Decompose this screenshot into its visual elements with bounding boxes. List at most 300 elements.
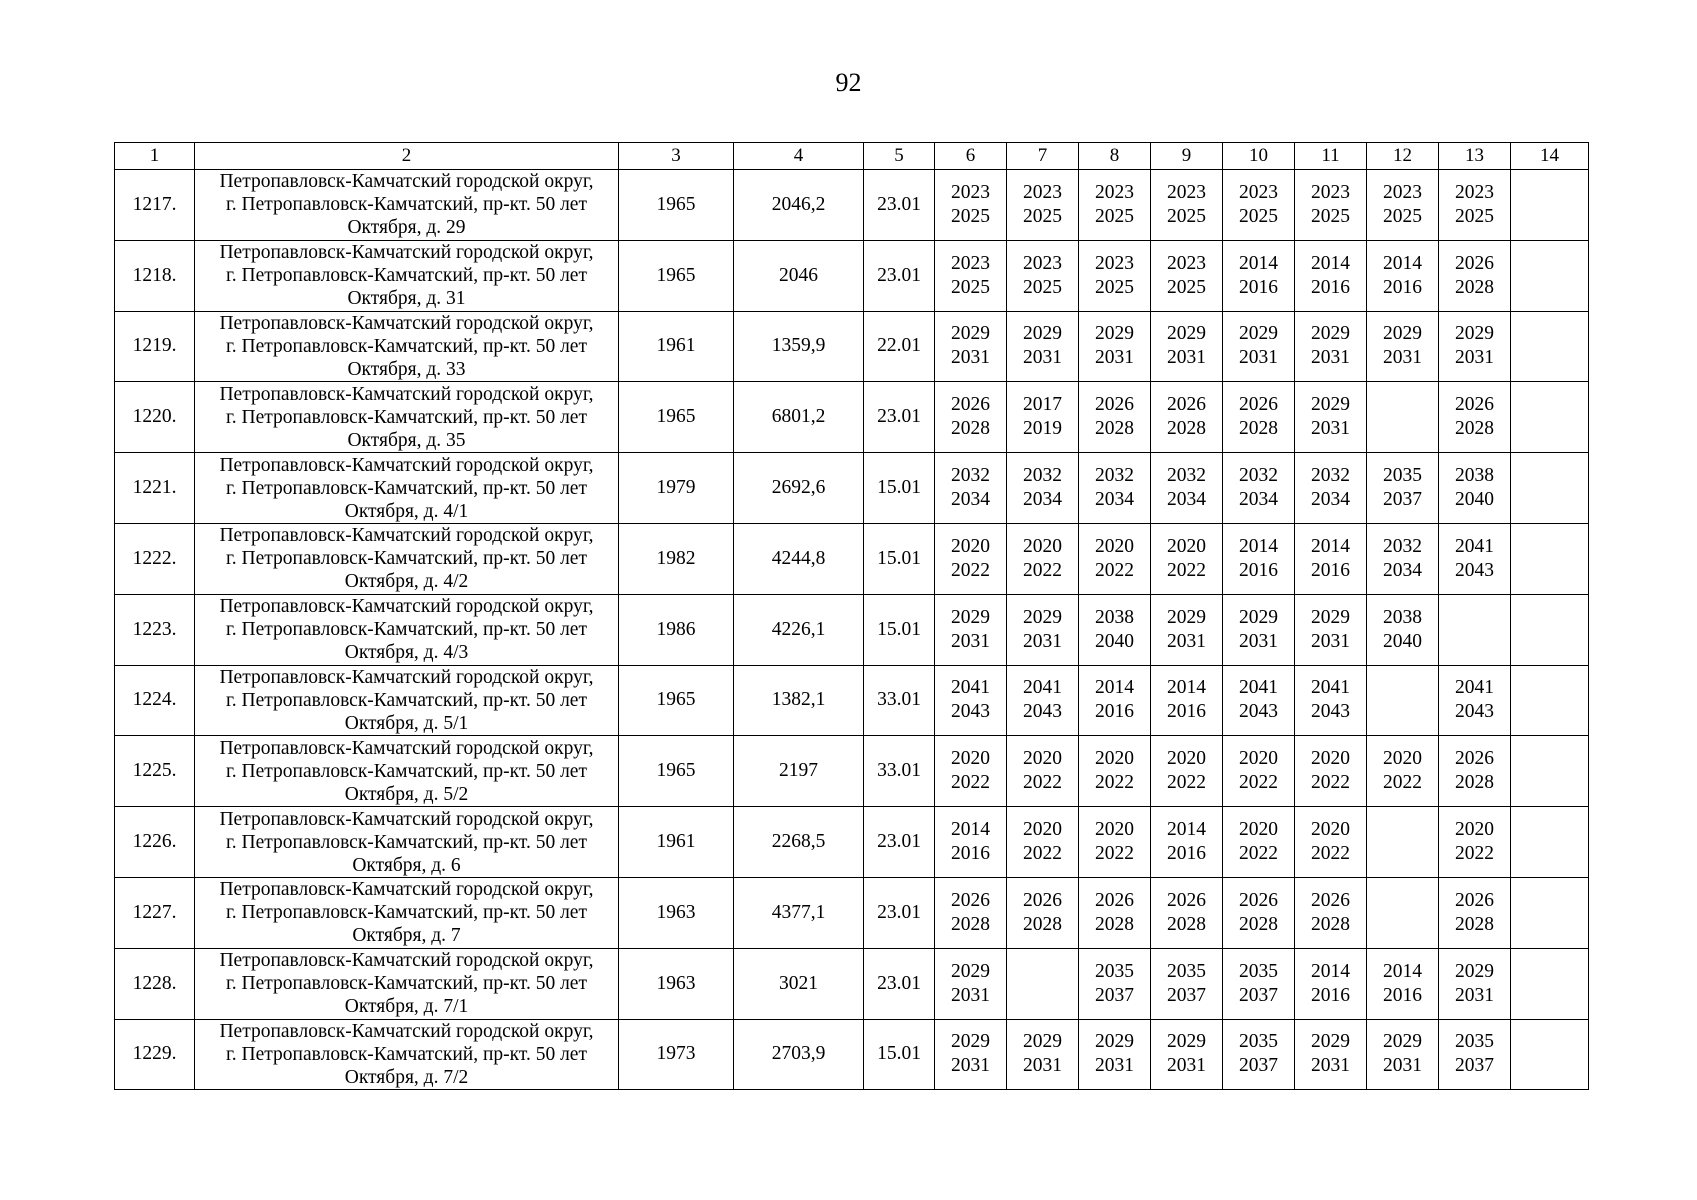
period-cell [1079, 948, 1151, 1019]
table-row [115, 311, 1589, 382]
period-start: 2029 [1383, 1031, 1422, 1053]
period-start: 2014 [1239, 535, 1278, 557]
area-cell: 3021 [734, 948, 864, 1019]
period-end: 2031 [1455, 984, 1494, 1006]
period-start: 2014 [1167, 677, 1206, 699]
build-year-cell: 1963 [619, 877, 734, 948]
code-cell: 23.01 [864, 170, 935, 241]
area-cell: 2046,2 [734, 170, 864, 241]
address-line: г. Петропавловск-Камчатский, пр-кт. 50 лет [226, 619, 587, 641]
period-end: 2034 [1023, 489, 1062, 511]
period-end: 2043 [1239, 701, 1278, 723]
period-end: 2025 [1023, 276, 1062, 298]
period-end: 2031 [1383, 347, 1422, 369]
period-end: 2028 [1023, 913, 1062, 935]
area-cell: 2046 [734, 240, 864, 311]
period-end: 2031 [951, 1055, 990, 1077]
period-cell [1223, 170, 1295, 241]
period-end: 2031 [1095, 347, 1134, 369]
address-cell [195, 877, 619, 948]
build-year-cell: 1961 [619, 311, 734, 382]
period-end: 2025 [1311, 205, 1350, 227]
period-cell [1007, 948, 1079, 1019]
column-14-cell [1511, 807, 1589, 878]
period-end: 2016 [1239, 559, 1278, 581]
period-end: 2025 [1167, 205, 1206, 227]
address-line: Октября, д. 4/3 [344, 642, 469, 664]
period-start: 2041 [1311, 677, 1350, 699]
address-line: г. Петропавловск-Камчатский, пр-кт. 50 лет [226, 194, 587, 216]
row-number-cell: 1228. [115, 948, 195, 1019]
period-cell [1007, 594, 1079, 665]
code-cell: 22.01 [864, 311, 935, 382]
period-end: 2037 [1167, 984, 1206, 1006]
period-end: 2016 [1095, 701, 1134, 723]
address-line: Петропавловск-Камчатский городской округ, [219, 666, 594, 688]
address-cell [195, 382, 619, 453]
period-start: 2029 [1455, 960, 1494, 982]
period-cell [1079, 240, 1151, 311]
period-start: 2032 [1095, 465, 1134, 487]
period-end: 2031 [1023, 630, 1062, 652]
period-start: 2041 [1455, 677, 1494, 699]
period-start: 2032 [1311, 465, 1350, 487]
code-cell: 23.01 [864, 807, 935, 878]
period-cell [1079, 665, 1151, 736]
period-end: 2031 [1311, 630, 1350, 652]
period-cell [1007, 877, 1079, 948]
build-year-cell: 1963 [619, 948, 734, 1019]
period-start: 2023 [1455, 181, 1494, 203]
period-cell [1367, 1019, 1439, 1090]
address-cell [195, 523, 619, 594]
period-cell [935, 453, 1007, 524]
period-cell [1367, 594, 1439, 665]
period-cell [1439, 736, 1511, 807]
period-cell [1295, 1019, 1367, 1090]
period-start: 2026 [951, 394, 990, 416]
period-end: 2022 [1239, 772, 1278, 794]
period-cell [1223, 665, 1295, 736]
period-cell [1007, 382, 1079, 453]
code-cell: 23.01 [864, 948, 935, 1019]
period-end: 2016 [1311, 984, 1350, 1006]
column-14-cell [1511, 877, 1589, 948]
period-cell [1223, 877, 1295, 948]
row-number-cell: 1222. [115, 523, 195, 594]
column-header: 11 [1295, 143, 1367, 170]
period-end: 2040 [1455, 489, 1494, 511]
address-line: Октября, д. 5/1 [344, 712, 469, 734]
address-line: Октября, д. 6 [352, 854, 461, 876]
address-line: Петропавловск-Камчатский городской округ, [219, 312, 594, 334]
row-number-cell: 1217. [115, 170, 195, 241]
column-14-cell [1511, 948, 1589, 1019]
period-end: 2016 [1239, 276, 1278, 298]
period-end: 2022 [1311, 772, 1350, 794]
table-row [115, 453, 1589, 524]
table-row [115, 240, 1589, 311]
period-start: 2026 [1095, 889, 1134, 911]
period-cell [1439, 170, 1511, 241]
period-end: 2037 [1095, 984, 1134, 1006]
column-header: 3 [619, 143, 734, 170]
period-end: 2031 [1167, 630, 1206, 652]
address-cell [195, 170, 619, 241]
column-header: 2 [195, 143, 619, 170]
period-start: 2029 [1095, 1031, 1134, 1053]
build-year-cell: 1982 [619, 523, 734, 594]
period-start: 2029 [951, 323, 990, 345]
address-line: Октября, д. 33 [347, 358, 466, 380]
period-end: 2037 [1239, 984, 1278, 1006]
period-start: 2023 [1167, 252, 1206, 274]
period-cell [1151, 382, 1223, 453]
period-end: 2031 [1455, 347, 1494, 369]
period-end: 2028 [951, 418, 990, 440]
period-cell [1079, 453, 1151, 524]
period-cell [1151, 948, 1223, 1019]
period-cell [1439, 382, 1511, 453]
period-cell [1439, 877, 1511, 948]
code-cell: 15.01 [864, 453, 935, 524]
period-start: 2041 [1455, 535, 1494, 557]
column-header: 14 [1511, 143, 1589, 170]
address-line: Петропавловск-Камчатский городской округ, [219, 383, 594, 405]
period-end: 2028 [1455, 913, 1494, 935]
period-end: 2016 [1383, 984, 1422, 1006]
period-cell [935, 1019, 1007, 1090]
period-cell [1223, 948, 1295, 1019]
period-cell [1151, 594, 1223, 665]
address-line: Петропавловск-Камчатский городской округ, [219, 242, 594, 264]
period-end: 2016 [1383, 276, 1422, 298]
row-number-cell: 1223. [115, 594, 195, 665]
period-start: 2032 [1383, 535, 1422, 557]
table-row [115, 523, 1589, 594]
address-line: Октября, д. 4/2 [344, 571, 469, 593]
code-cell: 23.01 [864, 877, 935, 948]
period-end: 2037 [1383, 489, 1422, 511]
address-line: Октября, д. 7 [352, 925, 461, 947]
period-start: 2038 [1095, 606, 1134, 628]
period-end: 2022 [1455, 843, 1494, 865]
period-end: 2025 [1095, 205, 1134, 227]
period-end: 2028 [1167, 913, 1206, 935]
address-line: Петропавловск-Камчатский городской округ, [219, 808, 594, 830]
period-start: 2014 [1239, 252, 1278, 274]
column-14-cell [1511, 1019, 1589, 1090]
period-start: 2020 [1383, 748, 1422, 770]
period-end: 2031 [1383, 1055, 1422, 1077]
period-cell [935, 382, 1007, 453]
period-start: 2035 [1383, 465, 1422, 487]
address-line: г. Петропавловск-Камчатский, пр-кт. 50 лет [226, 406, 587, 428]
period-start: 2041 [1239, 677, 1278, 699]
period-end: 2025 [951, 205, 990, 227]
period-end: 2016 [1167, 701, 1206, 723]
period-end: 2031 [1311, 1055, 1350, 1077]
column-14-cell [1511, 382, 1589, 453]
address-line: г. Петропавловск-Камчатский, пр-кт. 50 лет [226, 1043, 587, 1065]
address-line: г. Петропавловск-Камчатский, пр-кт. 50 лет [226, 335, 587, 357]
period-cell [1079, 523, 1151, 594]
area-cell: 4226,1 [734, 594, 864, 665]
period-cell [935, 523, 1007, 594]
table-row [115, 1019, 1589, 1090]
period-end: 2043 [951, 701, 990, 723]
address-line: г. Петропавловск-Камчатский, пр-кт. 50 лет [226, 689, 587, 711]
address-line: Октября, д. 5/2 [344, 783, 469, 805]
period-start: 2029 [1167, 1031, 1206, 1053]
period-start: 2020 [1239, 819, 1278, 841]
period-start: 2029 [1239, 606, 1278, 628]
period-end: 2022 [951, 559, 990, 581]
period-start: 2023 [1095, 252, 1134, 274]
table-row [115, 594, 1589, 665]
address-line: г. Петропавловск-Камчатский, пр-кт. 50 лет [226, 760, 587, 782]
period-start: 2035 [1239, 960, 1278, 982]
period-end: 2028 [1239, 913, 1278, 935]
period-end: 2022 [1023, 772, 1062, 794]
period-cell [1079, 1019, 1151, 1090]
period-cell [1079, 877, 1151, 948]
row-number-cell: 1225. [115, 736, 195, 807]
period-end: 2031 [1311, 418, 1350, 440]
area-cell: 1382,1 [734, 665, 864, 736]
period-cell [1223, 311, 1295, 382]
period-end: 2016 [1167, 843, 1206, 865]
period-start: 2029 [1311, 323, 1350, 345]
area-cell: 2268,5 [734, 807, 864, 878]
period-end: 2031 [1095, 1055, 1134, 1077]
address-line: Петропавловск-Камчатский городской округ, [219, 525, 594, 547]
period-start: 2041 [951, 677, 990, 699]
period-cell [1151, 523, 1223, 594]
table-row [115, 877, 1589, 948]
period-end: 2016 [951, 843, 990, 865]
period-end: 2028 [1455, 772, 1494, 794]
period-cell [1079, 807, 1151, 878]
period-end: 2025 [1095, 276, 1134, 298]
period-start: 2029 [1167, 606, 1206, 628]
period-start: 2041 [1023, 677, 1062, 699]
period-end: 2022 [1383, 772, 1422, 794]
period-end: 2031 [1239, 630, 1278, 652]
row-number-cell: 1229. [115, 1019, 195, 1090]
code-cell: 23.01 [864, 382, 935, 453]
period-cell [1151, 453, 1223, 524]
area-cell: 2703,9 [734, 1019, 864, 1090]
period-end: 2016 [1311, 276, 1350, 298]
period-end: 2025 [1455, 205, 1494, 227]
address-cell [195, 594, 619, 665]
period-start: 2026 [1023, 889, 1062, 911]
code-cell: 33.01 [864, 665, 935, 736]
period-cell [1007, 311, 1079, 382]
code-cell: 15.01 [864, 1019, 935, 1090]
period-start: 2026 [1455, 252, 1494, 274]
period-start: 2032 [1023, 465, 1062, 487]
column-header: 9 [1151, 143, 1223, 170]
address-line: Петропавловск-Камчатский городской округ, [219, 950, 594, 972]
row-number-cell: 1218. [115, 240, 195, 311]
period-cell [935, 665, 1007, 736]
period-start: 2014 [1311, 252, 1350, 274]
period-start: 2023 [951, 252, 990, 274]
code-cell: 15.01 [864, 523, 935, 594]
period-cell [1439, 523, 1511, 594]
period-cell [935, 807, 1007, 878]
address-line: Октября, д. 35 [347, 429, 466, 451]
period-end: 2031 [1167, 347, 1206, 369]
period-start: 2029 [951, 960, 990, 982]
period-start: 2026 [1167, 394, 1206, 416]
period-start: 2014 [1383, 960, 1422, 982]
period-start: 2020 [1311, 748, 1350, 770]
period-end: 2028 [1167, 418, 1206, 440]
period-cell [1367, 807, 1439, 878]
period-end: 2043 [1455, 559, 1494, 581]
period-cell [1295, 523, 1367, 594]
period-cell [1367, 240, 1439, 311]
period-cell [1367, 665, 1439, 736]
period-cell [1439, 665, 1511, 736]
period-start: 2038 [1455, 465, 1494, 487]
period-cell [1223, 594, 1295, 665]
period-start: 2023 [1383, 181, 1422, 203]
period-start: 2032 [951, 465, 990, 487]
build-year-cell: 1965 [619, 736, 734, 807]
period-cell [935, 170, 1007, 241]
column-header: 10 [1223, 143, 1295, 170]
period-cell [1223, 240, 1295, 311]
period-end: 2022 [951, 772, 990, 794]
period-end: 2037 [1455, 1055, 1494, 1077]
period-cell [1295, 948, 1367, 1019]
column-header: 6 [935, 143, 1007, 170]
period-end: 2031 [1023, 1055, 1062, 1077]
housing-registry-table [114, 142, 1589, 1090]
period-cell [1007, 665, 1079, 736]
build-year-cell: 1965 [619, 665, 734, 736]
period-cell [1223, 1019, 1295, 1090]
period-start: 2020 [1167, 748, 1206, 770]
period-start: 2014 [1311, 535, 1350, 557]
area-cell: 2197 [734, 736, 864, 807]
period-start: 2014 [1167, 819, 1206, 841]
address-cell [195, 948, 619, 1019]
period-cell [1079, 170, 1151, 241]
period-start: 2029 [1239, 323, 1278, 345]
address-line: Петропавловск-Камчатский городской округ, [219, 737, 594, 759]
period-cell [1151, 877, 1223, 948]
period-cell [1439, 311, 1511, 382]
period-start: 2026 [951, 889, 990, 911]
period-start: 2038 [1383, 606, 1422, 628]
period-start: 2020 [1239, 748, 1278, 770]
table-row [115, 170, 1589, 241]
period-start: 2029 [1311, 606, 1350, 628]
period-cell [1295, 807, 1367, 878]
period-start: 2023 [1311, 181, 1350, 203]
period-start: 2020 [1023, 748, 1062, 770]
period-start: 2023 [1023, 181, 1062, 203]
period-cell [1295, 665, 1367, 736]
period-end: 2031 [1167, 1055, 1206, 1077]
period-cell [1439, 807, 1511, 878]
period-start: 2026 [1239, 394, 1278, 416]
period-end: 2031 [951, 984, 990, 1006]
period-cell [1439, 948, 1511, 1019]
period-start: 2014 [1383, 252, 1422, 274]
period-end: 2034 [951, 489, 990, 511]
address-cell [195, 453, 619, 524]
period-start: 2020 [1023, 535, 1062, 557]
period-cell [1151, 1019, 1223, 1090]
period-start: 2029 [1383, 323, 1422, 345]
period-end: 2025 [1239, 205, 1278, 227]
period-end: 2031 [951, 630, 990, 652]
period-cell [1367, 948, 1439, 1019]
period-end: 2022 [1239, 843, 1278, 865]
period-end: 2028 [951, 913, 990, 935]
period-start: 2029 [1167, 323, 1206, 345]
period-cell [1367, 523, 1439, 594]
period-start: 2014 [951, 819, 990, 841]
build-year-cell: 1979 [619, 453, 734, 524]
period-cell [1007, 1019, 1079, 1090]
period-start: 2029 [1095, 323, 1134, 345]
period-start: 2035 [1455, 1031, 1494, 1053]
address-line: г. Петропавловск-Камчатский, пр-кт. 50 лет [226, 902, 587, 924]
row-number-cell: 1227. [115, 877, 195, 948]
code-cell: 23.01 [864, 240, 935, 311]
address-line: г. Петропавловск-Камчатский, пр-кт. 50 лет [226, 831, 587, 853]
address-line: Октября, д. 31 [347, 288, 466, 310]
period-start: 2029 [951, 606, 990, 628]
period-start: 2026 [1455, 394, 1494, 416]
period-cell [1079, 736, 1151, 807]
period-start: 2029 [1311, 1031, 1350, 1053]
period-start: 2020 [951, 535, 990, 557]
period-end: 2019 [1023, 418, 1062, 440]
period-end: 2040 [1095, 630, 1134, 652]
area-cell: 2692,6 [734, 453, 864, 524]
row-number-cell: 1219. [115, 311, 195, 382]
build-year-cell: 1965 [619, 170, 734, 241]
period-start: 2035 [1167, 960, 1206, 982]
period-cell [1079, 594, 1151, 665]
period-start: 2020 [1095, 748, 1134, 770]
build-year-cell: 1973 [619, 1019, 734, 1090]
period-start: 2035 [1095, 960, 1134, 982]
address-line: Октября, д. 7/2 [344, 1066, 469, 1088]
period-cell [935, 736, 1007, 807]
period-start: 2026 [1095, 394, 1134, 416]
build-year-cell: 1965 [619, 240, 734, 311]
address-cell [195, 1019, 619, 1090]
build-year-cell: 1965 [619, 382, 734, 453]
period-cell [1295, 311, 1367, 382]
period-cell [1007, 453, 1079, 524]
period-end: 2025 [1023, 205, 1062, 227]
period-end: 2034 [1167, 489, 1206, 511]
period-cell [1439, 1019, 1511, 1090]
period-end: 2034 [1239, 489, 1278, 511]
period-end: 2043 [1023, 701, 1062, 723]
period-cell [1439, 594, 1511, 665]
